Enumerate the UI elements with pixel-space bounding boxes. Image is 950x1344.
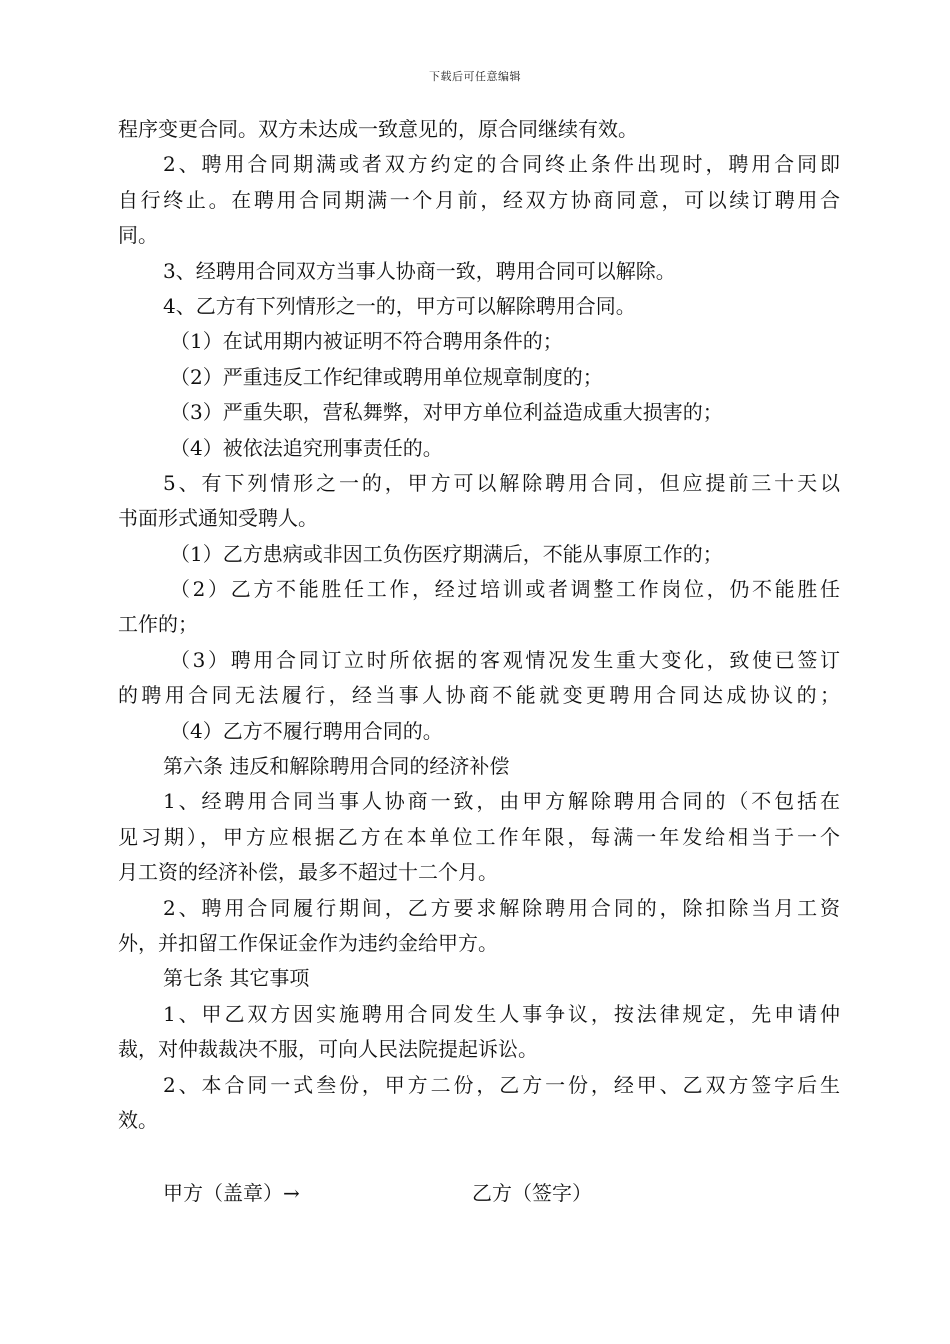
paragraph-line: 程序变更合同。双方未达成一致意见的，原合同继续有效。	[118, 117, 638, 141]
list-item: （1）乙方患病或非因工负伤医疗期满后，不能从事原工作的；	[170, 541, 723, 566]
list-item: （2）乙方不能胜任工作，经过培训或者调整工作岗位，仍不能胜任	[170, 577, 840, 602]
header-note: 下载后可任意编辑	[429, 70, 521, 83]
list-item: （3）聘用合同订立时所依据的客观情况发生重大变化，致使已签订	[170, 647, 840, 672]
paragraph-line: 1、甲乙双方因实施聘用合同发生人事争议，按法律规定，先申请仲	[163, 1001, 840, 1026]
paragraph-line: 4、乙方有下列情形之一的，甲方可以解除聘用合同。	[163, 293, 636, 318]
paragraph-line: 效。	[118, 1107, 158, 1132]
paragraph-line: 3、经聘用合同双方当事人协商一致，聘用合同可以解除。	[163, 258, 676, 283]
paragraph-line: 外，并扣留工作保证金作为违约金给甲方。	[118, 930, 498, 955]
contract-body	[118, 112, 840, 1138]
paragraph-line: 1、经聘用合同当事人协商一致，由甲方解除聘用合同的（不包括在	[163, 789, 840, 814]
section-heading: 第七条 其它事项	[163, 966, 310, 991]
paragraph-line: 裁，对仲裁裁决不服，可向人民法院提起诉讼。	[118, 1037, 538, 1062]
paragraph-line: 月工资的经济补偿，最多不超过十二个月。	[118, 860, 498, 885]
paragraph-line: 2、聘用合同履行期间，乙方要求解除聘用合同的，除扣除当月工资	[163, 895, 840, 920]
party-b-signature-label: 乙方（签字）	[472, 1181, 592, 1205]
list-item: （2）严重违反工作纪律或聘用单位规章制度的；	[170, 364, 603, 389]
list-item: （4）乙方不履行聘用合同的。	[170, 718, 443, 743]
list-item: （1）在试用期内被证明不符合聘用条件的；	[170, 329, 563, 354]
paragraph-line: 同。	[118, 223, 158, 248]
section-heading: 第六条 违反和解除聘用合同的经济补偿	[163, 754, 510, 779]
paragraph-line: 工作的；	[118, 612, 198, 637]
paragraph-line: 自行终止。在聘用合同期满一个月前，经双方协商同意，可以续订聘用合	[118, 187, 840, 212]
paragraph-line: 见习期），甲方应根据乙方在本单位工作年限，每满一年发给相当于一个	[118, 824, 840, 849]
paragraph-line: 书面形式通知受聘人。	[118, 506, 318, 531]
paragraph-line: 2、聘用合同期满或者双方约定的合同终止条件出现时，聘用合同即	[163, 152, 840, 177]
list-item: （4）被依法追究刑事责任的。	[170, 435, 443, 460]
paragraph-line: 5、有下列情形之一的，甲方可以解除聘用合同，但应提前三十天以	[163, 470, 840, 495]
paragraph-line: 2、本合同一式叁份，甲方二份，乙方一份，经甲、乙双方签字后生	[163, 1072, 840, 1097]
paragraph-line: 的聘用合同无法履行，经当事人协商不能就变更聘用合同达成协议的；	[118, 683, 840, 708]
list-item: （3）严重失职，营私舞弊，对甲方单位利益造成重大损害的；	[170, 400, 723, 425]
party-a-seal-label: 甲方（盖章）→	[163, 1181, 300, 1205]
